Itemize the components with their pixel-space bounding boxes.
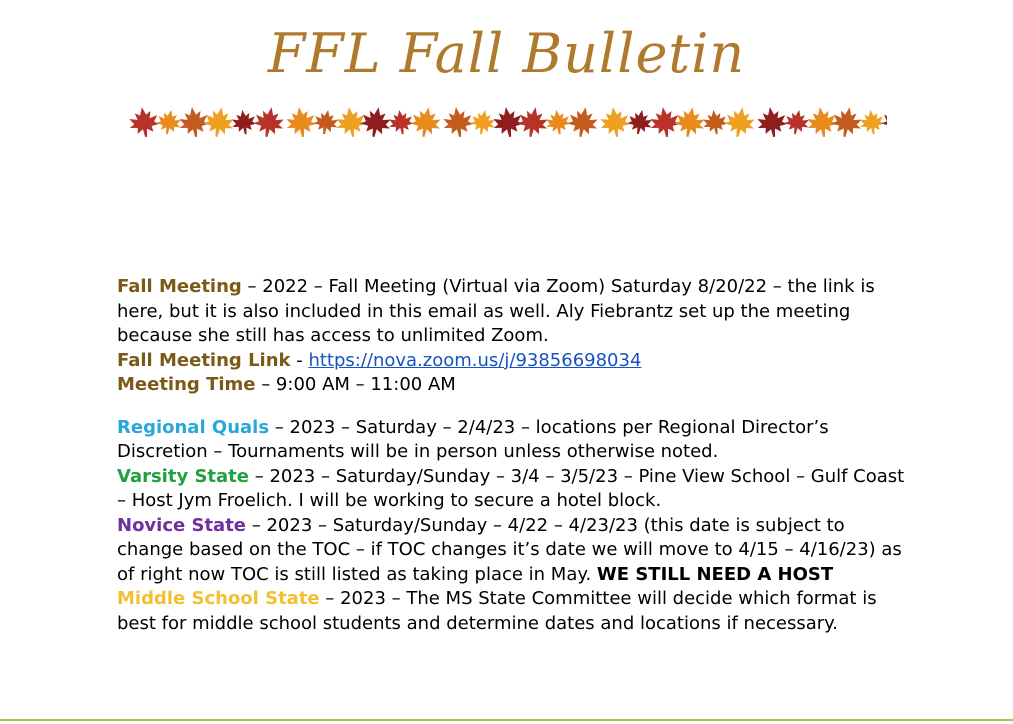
maple-leaf-icon: [648, 105, 682, 139]
bulletin-body: [117, 275, 907, 636]
fall-meeting-paragraph: [117, 275, 907, 349]
leaf-garland: [127, 104, 887, 140]
novice-state-label: Novice State: [117, 514, 247, 536]
middle-school-state-text: – 2023 – The MS State Committee will decide which format is best for middle school students and determine dates and locations if necessary.: [117, 588, 877, 634]
maple-leaf-icon: [566, 105, 601, 140]
maple-leaf-icon: [230, 108, 258, 136]
meeting-time-text: – 9:00 AM – 11:00 AM: [255, 374, 456, 395]
maple-leaf-icon: [202, 105, 237, 140]
maple-leaf-icon: [805, 105, 839, 139]
varsity-state-label: Varsity State: [117, 465, 249, 487]
maple-leaf-icon: [783, 108, 811, 136]
fall-meeting-link-line: [117, 349, 907, 374]
zoom-meeting-link[interactable]: https://nova.zoom.us/j/93856698034: [308, 349, 642, 371]
maple-leaf-icon: [858, 108, 886, 136]
meeting-time-line: [117, 373, 907, 398]
maple-leaf-icon: [284, 105, 318, 139]
bulletin-title: FFL Fall Bulletin: [267, 22, 746, 85]
middle-school-state-paragraph: [117, 587, 907, 636]
maple-leaf-icon: [177, 105, 211, 139]
fall-meeting-link-label: Fall Meeting Link: [117, 349, 291, 371]
regional-quals-label: Regional Quals: [117, 416, 270, 438]
varsity-state-paragraph: [117, 465, 907, 514]
fall-meeting-text: – 2022 – Fall Meeting (Virtual via Zoom) Saturday 8/20/22 – the link is here, but it is also included in this email as well. Aly Fiebrantz set up the meeting because she still has access to unlimited Zoom.: [117, 276, 875, 346]
maple-leaf-icon: [155, 108, 183, 136]
middle-school-state-label: Middle School State: [117, 588, 320, 609]
fall-meeting-section: [117, 275, 907, 398]
maple-leaf-icon: [469, 108, 497, 136]
maple-leaf-icon: [544, 108, 572, 136]
varsity-state-text: – 2023 – Saturday/Sunday – 3/4 – 3/5/23 – Pine View School – Gulf Coast – Host Jym Froelich. I will be working to secure a hotel block.: [117, 465, 905, 511]
maple-leaf-icon: [441, 105, 475, 139]
novice-state-paragraph: [117, 514, 907, 588]
maple-leaf-icon: [626, 108, 654, 136]
host-needed-emphasis: WE STILL NEED A HOST: [596, 563, 834, 585]
regional-quals-text: – 2023 – Saturday – 2/4/23 – locations per Regional Director’s Discretion – Tournaments will be in person unless otherwise noted.: [117, 416, 829, 462]
maple-leaf-icon: [701, 108, 729, 136]
regional-quals-paragraph: [117, 416, 907, 465]
fall-meeting-link-separator: -: [290, 349, 309, 371]
maple-leaf-icon: [409, 105, 444, 140]
footer-divider: [0, 719, 1013, 721]
maple-leaf-icon: [830, 105, 865, 140]
novice-state-text: – 2023 – Saturday/Sunday – 4/22 – 4/23/23 (this date is subject to change based on the TOC – if TOC changes it’s date we will move to 4/15 – 4/16/23) as of right now TOC is still listed as taking place in May.: [117, 514, 902, 585]
fall-meeting-label: Fall Meeting: [117, 276, 242, 297]
maple-leaf-icon: [598, 105, 632, 139]
maple-leaf-icon: [723, 105, 758, 140]
maple-leaf-icon: [127, 105, 161, 139]
maple-leaf-icon: [334, 105, 368, 139]
maple-leaf-icon: [252, 105, 287, 140]
maple-leaf-icon: [491, 105, 525, 139]
maple-leaf-icon: [516, 105, 551, 140]
maple-leaf-icon: [387, 108, 415, 136]
maple-leaf-icon: [359, 105, 394, 140]
meeting-time-label: Meeting Time: [117, 374, 256, 395]
maple-leaf-icon: [673, 105, 708, 140]
maple-leaf-icon: [755, 105, 789, 139]
maple-leaf-icon: [312, 108, 340, 136]
